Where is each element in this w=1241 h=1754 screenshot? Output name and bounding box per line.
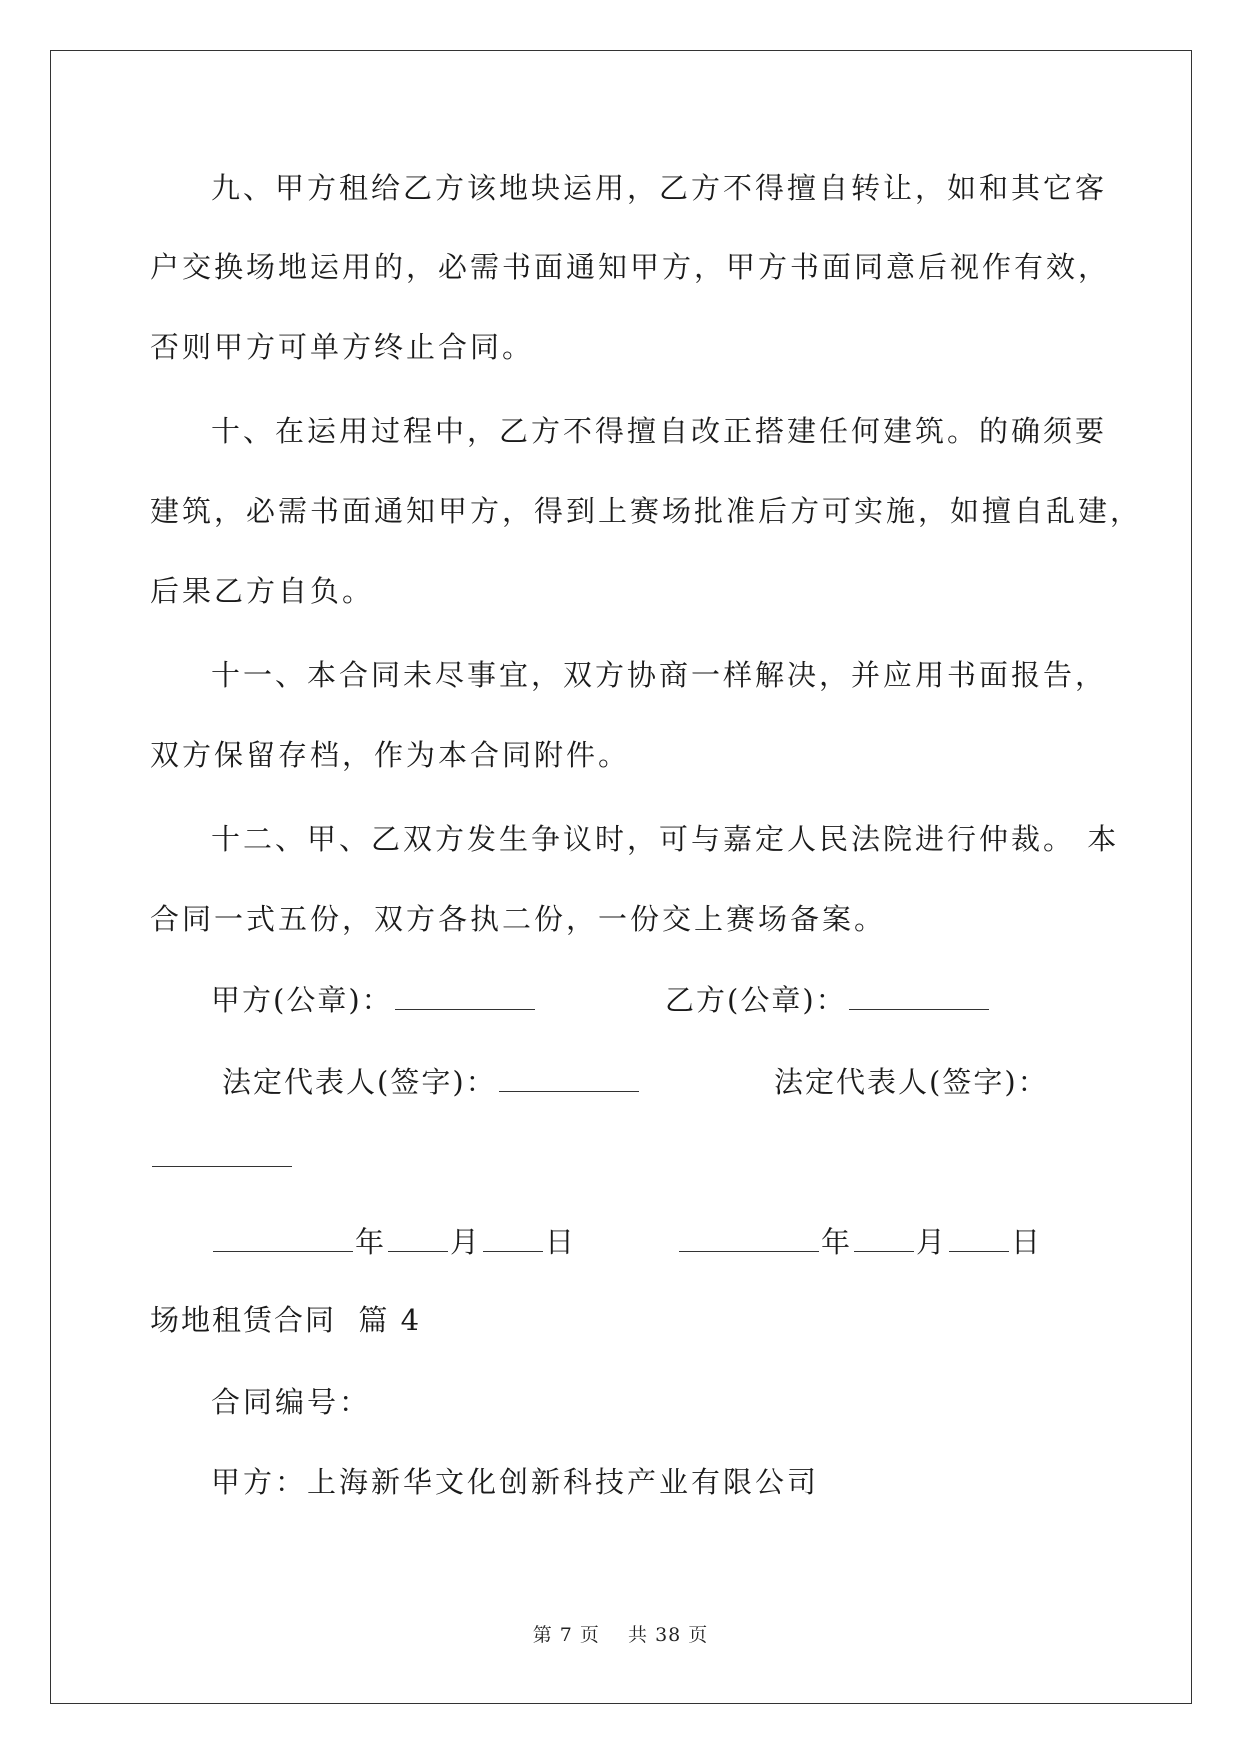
party-a-rep-label: 法定代表人(签字)： (222, 1065, 497, 1099)
party-b-date-line (677, 1222, 1042, 1262)
party-b-day-blank (949, 1225, 1009, 1252)
clause-10-line-1: 十、在运用过程中，乙方不得擅自改正搭建任何建筑。的确须要 (211, 414, 1108, 448)
party-a-seal-line (211, 980, 537, 1020)
party-b-seal-line (665, 980, 991, 1020)
party-b-month-label: 月 (916, 1225, 948, 1259)
clause-9-line-1: 九、甲方租给乙方该地块运用，乙方不得擅自转让，如和其它客 (211, 171, 1108, 205)
party-a-year-label: 年 (355, 1225, 387, 1259)
party-a-seal-blank (395, 983, 535, 1010)
clause-11-line-2: 双方保留存档，作为本合同附件。 (150, 738, 631, 772)
clause-12-line-1: 十二、甲、乙双方发生争议时，可与嘉定人民法院进行仲裁。 本 (211, 822, 1120, 856)
party-a-name: 甲方：上海新华文化创新科技产业有限公司 (211, 1465, 820, 1499)
party-b-year-blank (679, 1225, 819, 1252)
party-b-year-label: 年 (821, 1225, 853, 1259)
section-title: 场地租赁合同 篇 4 (150, 1303, 422, 1337)
clause-10-line-2: 建筑，必需书面通知甲方，得到上赛场批准后方可实施，如擅自乱建， (150, 494, 1143, 528)
clause-12-line-2: 合同一式五份，双方各执二份，一份交上赛场备案。 (150, 902, 887, 936)
party-b-seal-label: 乙方(公章)： (665, 983, 847, 1017)
party-b-day-label: 日 (1011, 1225, 1043, 1259)
party-a-day-label: 日 (545, 1225, 577, 1259)
clause-9-line-2: 户交换场地运用的，必需书面通知甲方，甲方书面同意后视作有效， (150, 250, 1111, 284)
contract-number-label: 合同编号： (211, 1385, 372, 1419)
clause-10-line-3: 后果乙方自负。 (150, 574, 375, 608)
clause-9-line-3: 否则甲方可单方终止合同。 (150, 330, 535, 364)
party-a-month-blank (388, 1225, 448, 1252)
party-a-date-line (211, 1222, 576, 1262)
party-b-seal-blank (849, 983, 989, 1010)
page-footer: 第 7 页 共 38 页 (532, 1624, 709, 1646)
clause-11-line-1: 十一、本合同未尽事宜，双方协商一样解决，并应用书面报告， (211, 658, 1108, 692)
party-a-year-blank (213, 1225, 353, 1252)
party-a-seal-label: 甲方(公章)： (211, 983, 393, 1017)
page-border (50, 50, 1192, 1704)
party-a-month-label: 月 (450, 1225, 482, 1259)
party-b-month-blank (854, 1225, 914, 1252)
party-a-rep-blank (499, 1065, 639, 1092)
party-a-day-blank (483, 1225, 543, 1252)
party-b-rep-blank (152, 1140, 292, 1167)
party-a-rep-line (222, 1062, 641, 1102)
party-b-rep-label: 法定代表人(签字)： (774, 1065, 1049, 1099)
party-b-rep-line (774, 1062, 1049, 1102)
